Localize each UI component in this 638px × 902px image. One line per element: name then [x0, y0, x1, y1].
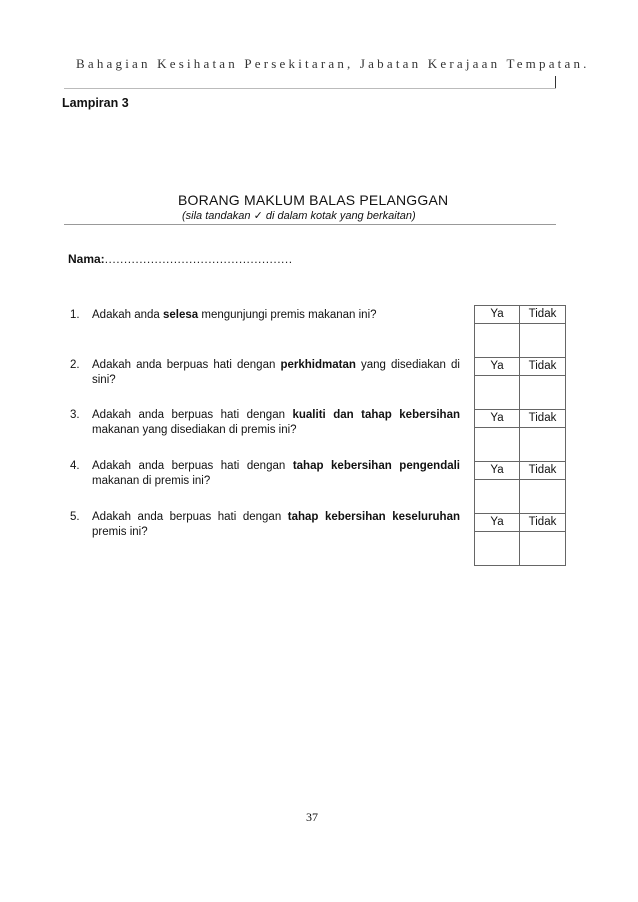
no-label: Tidak — [528, 360, 557, 372]
title-divider — [64, 224, 556, 225]
question-4 — [70, 459, 460, 489]
no-label: Tidak — [528, 412, 557, 424]
answer-grid — [474, 305, 566, 566]
yes-checkbox[interactable] — [475, 428, 520, 461]
no-label: Tidak — [528, 308, 557, 320]
no-label: Tidak — [528, 516, 557, 528]
question-text: Adakah anda berpuas hati dengan kualiti dan tahap kebersihan makanan yang disediakan di premis ini? — [92, 409, 461, 436]
header-divider — [64, 88, 556, 89]
yes-label: Ya — [475, 358, 520, 375]
no-label: Tidak — [528, 464, 557, 476]
yes-checkbox[interactable] — [475, 376, 520, 409]
form-title: BORANG MAKLUM BALAS PELANGGAN — [178, 192, 449, 208]
question-5 — [70, 510, 460, 540]
question-text: Adakah anda berpuas hati dengan tahap kebersihan keseluruhan premis ini? — [92, 511, 460, 538]
question-text: Adakah anda berpuas hati dengan perkhidmatan yang disediakan di sini? — [92, 359, 460, 386]
no-checkbox[interactable] — [520, 480, 565, 513]
yes-label: Ya — [475, 462, 520, 479]
yes-checkbox[interactable] — [475, 532, 520, 565]
no-checkbox[interactable] — [520, 532, 565, 565]
question-3 — [70, 408, 460, 438]
answer-block-5 — [475, 513, 565, 565]
yes-label: Ya — [475, 410, 520, 427]
department-header: Bahagian Kesihatan Persekitaran, Jabatan Kerajaan Tempatan. — [76, 56, 590, 71]
name-field[interactable] — [68, 252, 293, 266]
page-number: 37 — [306, 810, 318, 824]
question-number: 2. — [70, 359, 80, 371]
question-number: 3. — [70, 409, 80, 421]
name-label: Nama: — [68, 252, 105, 266]
name-blank-line[interactable]: ................................................. — [104, 252, 293, 266]
answer-block-2 — [475, 357, 565, 409]
yes-checkbox[interactable] — [475, 480, 520, 513]
form-instructions — [182, 209, 416, 222]
no-checkbox[interactable] — [520, 428, 565, 461]
question-number: 4. — [70, 460, 80, 472]
yes-checkbox[interactable] — [475, 324, 520, 357]
instructions-before: (sila tandakan — [182, 210, 251, 222]
yes-label: Ya — [475, 514, 520, 531]
appendix-label: Lampiran 3 — [62, 96, 129, 110]
question-1 — [70, 308, 460, 323]
question-2 — [70, 358, 460, 388]
checkmark-icon: ✓ — [253, 210, 263, 222]
no-checkbox[interactable] — [520, 376, 565, 409]
answer-block-1 — [475, 305, 565, 357]
answer-block-3 — [475, 409, 565, 461]
question-number: 5. — [70, 511, 80, 523]
question-text: Adakah anda selesa mengunjungi premis makanan ini? — [92, 309, 377, 321]
question-text: Adakah anda berpuas hati dengan tahap kebersihan pengendali makanan di premis ini? — [92, 460, 461, 487]
no-checkbox[interactable] — [520, 324, 565, 357]
answer-block-4 — [475, 461, 565, 513]
question-number: 1. — [70, 309, 80, 321]
instructions-after: di dalam kotak yang berkaitan) — [265, 210, 416, 222]
yes-label: Ya — [475, 306, 520, 323]
